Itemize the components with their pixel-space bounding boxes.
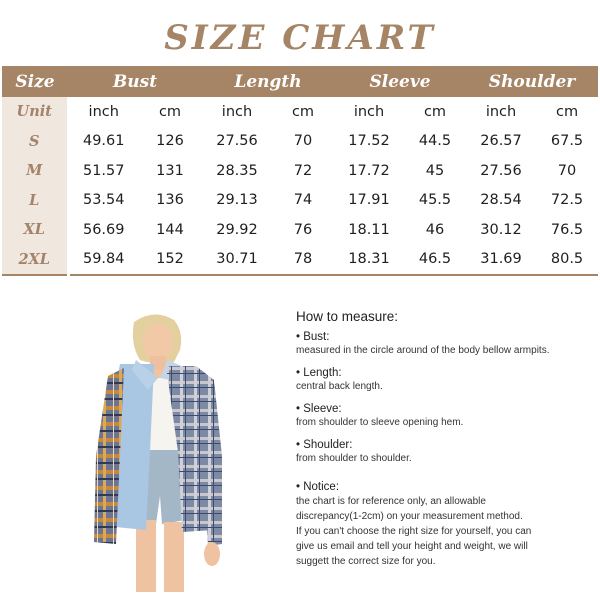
- sleeve-term: • Sleeve:: [296, 403, 342, 415]
- table-cell: 28.54: [480, 192, 522, 209]
- table-cell: 144: [156, 221, 184, 238]
- header-sleeve: Sleeve: [334, 66, 466, 97]
- notice-term: • Notice:: [296, 481, 340, 493]
- table-cell: 51.57: [82, 162, 125, 179]
- notice-line: give us email and tell your height and weight, we will: [296, 541, 528, 552]
- table-cell: 67.5: [550, 133, 584, 150]
- table-row: [2, 245, 598, 276]
- table-cell: 80.5: [536, 245, 598, 276]
- notice-line: If you can't choose the right size for yourself, you can: [296, 526, 532, 537]
- unit-cell: cm: [423, 103, 447, 120]
- table-cell: 72: [293, 162, 313, 179]
- sleeve-desc: from shoulder to sleeve opening hem.: [296, 417, 464, 428]
- size-label: S: [2, 127, 68, 157]
- unit-cell: inch: [88, 103, 119, 120]
- table-cell: 76.5: [550, 221, 584, 238]
- table-cell: 70: [293, 133, 313, 150]
- table-cell: 27.56: [480, 162, 522, 179]
- table-cell: 136: [156, 192, 184, 209]
- table-cell: 30.71: [202, 245, 272, 276]
- table-cell: 17.52: [348, 133, 390, 150]
- table-cell: 31.69: [466, 245, 536, 276]
- table-cell: 53.54: [82, 192, 125, 209]
- model-photo: [62, 306, 252, 592]
- table-cell: 46.5: [404, 245, 466, 276]
- table-cell: 17.72: [348, 162, 390, 179]
- table-cell: 49.61: [82, 133, 125, 150]
- table-row: [2, 186, 598, 216]
- table-cell: 46: [425, 221, 445, 238]
- shoulder-term: • Shoulder:: [296, 439, 353, 451]
- unit-cell: inch: [353, 103, 385, 120]
- table-header-row: [2, 66, 598, 97]
- header-shoulder: Shoulder: [466, 66, 598, 97]
- table-cell: 152: [138, 245, 202, 276]
- how-to-measure-heading: How to measure:: [296, 309, 399, 324]
- table-cell: 76: [293, 221, 313, 238]
- table-cell: 44.5: [418, 133, 452, 150]
- unit-cell: inch: [485, 103, 517, 120]
- unit-row: [2, 97, 598, 127]
- size-label: 2XL: [2, 245, 68, 276]
- size-chart-title: SIZE CHART: [164, 18, 436, 58]
- table-cell: 29.13: [216, 192, 258, 209]
- table-cell: 29.92: [216, 221, 258, 238]
- table-cell: 27.56: [216, 133, 258, 150]
- bust-term: • Bust:: [296, 331, 330, 343]
- shoulder-desc: from shoulder to shoulder.: [296, 453, 412, 464]
- length-desc: central back length.: [296, 381, 383, 392]
- table-cell: 18.31: [334, 245, 404, 276]
- table-cell: 28.35: [216, 162, 258, 179]
- table-cell: 126: [156, 133, 184, 150]
- header-size: Size: [2, 66, 68, 97]
- table-cell: 70: [557, 162, 577, 179]
- unit-label: Unit: [2, 97, 68, 127]
- table-row: [2, 127, 598, 157]
- unit-cell: cm: [158, 103, 182, 120]
- table-cell: 78: [272, 245, 334, 276]
- bust-desc: measured in the circle around of the body bellow armpits.: [296, 345, 550, 356]
- table-cell: 74: [293, 192, 313, 209]
- size-label: M: [2, 156, 68, 186]
- length-term: • Length:: [296, 367, 342, 379]
- table-cell: 17.91: [348, 192, 390, 209]
- table-cell: 56.69: [82, 221, 125, 238]
- table-cell: 26.57: [480, 133, 522, 150]
- size-table: [2, 66, 598, 276]
- table-cell: 72.5: [550, 192, 584, 209]
- notice-line: the chart is for reference only, an allowable: [296, 496, 486, 507]
- notice-line: suggett the correct size for you.: [296, 556, 436, 567]
- how-to-measure: [296, 309, 596, 569]
- unit-cell: cm: [291, 103, 315, 120]
- table-cell: 18.11: [348, 221, 390, 238]
- table-cell: 59.84: [68, 245, 138, 276]
- table-cell: 30.12: [480, 221, 522, 238]
- table-row: [2, 156, 598, 186]
- size-label: XL: [2, 215, 68, 245]
- table-cell: 45: [425, 162, 445, 179]
- header-length: Length: [202, 66, 334, 97]
- unit-cell: inch: [221, 103, 253, 120]
- table-cell: 131: [156, 162, 184, 179]
- table-row: [2, 215, 598, 245]
- size-label: L: [2, 186, 68, 216]
- notice-line: discrepancy(1-2cm) on your measurement method.: [296, 511, 523, 522]
- table-cell: 45.5: [418, 192, 452, 209]
- unit-cell: cm: [555, 103, 579, 120]
- header-bust: Bust: [68, 66, 202, 97]
